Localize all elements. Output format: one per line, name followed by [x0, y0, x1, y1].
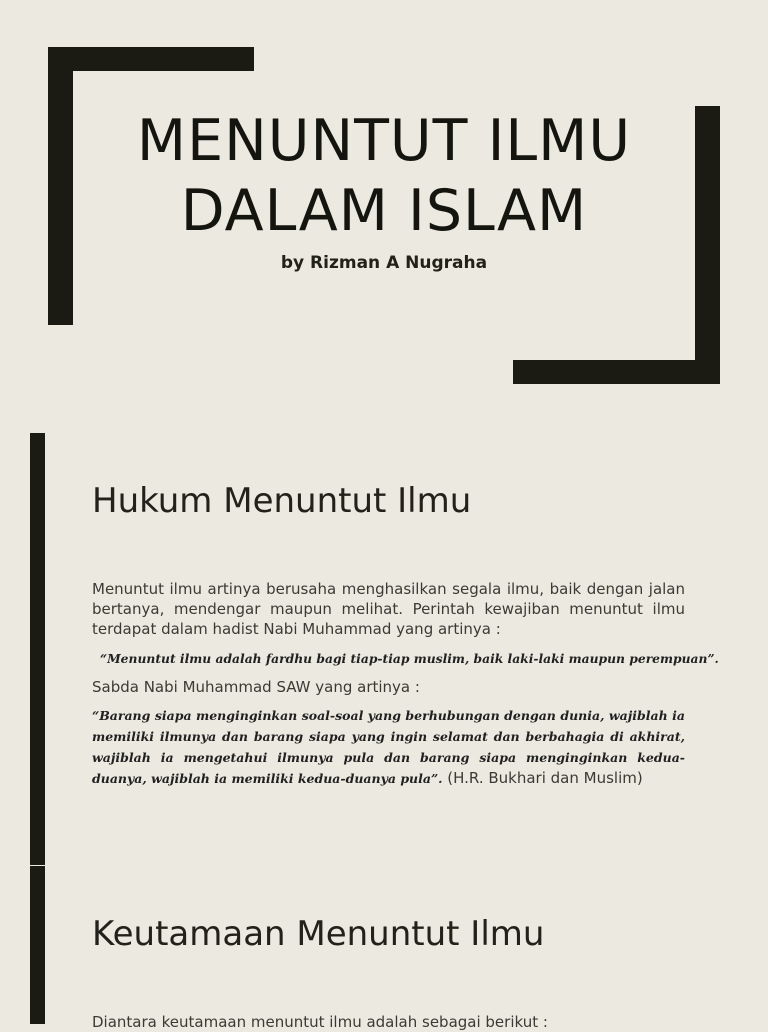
intro-paragraph: Menuntut ilmu artinya berusaha menghasilkan segala ilmu, baik dengan jalan bertanya, mendengar maupun melihat. Perintah kewajiban menuntut ilmu terdapat dalam hadist Nabi Muhammad yang artinya : — [92, 580, 685, 638]
left-accent-bar — [30, 866, 45, 1024]
sabda-label: Sabda Nabi Muhammad SAW yang artinya : — [92, 678, 420, 696]
left-accent-bar — [30, 433, 45, 865]
keutamaan-slide — [0, 866, 768, 1031]
frame-top-left-horizontal — [48, 47, 254, 71]
author-subtitle: by Rizman A Nugraha — [280, 253, 488, 273]
hadith-source: (H.R. Bukhari dan Muslim) — [442, 769, 643, 787]
intro-paragraph: Diantara keutamaan menuntut ilmu adalah sebagai berikut : — [92, 1013, 548, 1031]
title-line-1: MENUNTUT ILMU — [136, 108, 632, 174]
title-slide — [0, 0, 768, 410]
section-heading: Keutamaan Menuntut Ilmu — [92, 914, 545, 954]
hadith-quote-2: “Barang siapa menginginkan soal-soal yang berhubungan dengan dunia, wajiblah ia memiliki ilmunya dan barang siapa yang ingin selamat dan berbahagia di akhirat, wajiblah ia mengetahui ilmunya pula dan barang siapa menginginkan kedua-duanya, wajiblah ia memiliki kedua-duanya pula”. — [92, 708, 685, 786]
hukum-slide — [0, 433, 768, 865]
section-heading: Hukum Menuntut Ilmu — [92, 481, 472, 521]
hadith-quote-1: “Menuntut ilmu adalah fardhu bagi tiap-tiap muslim, baik laki-laki maupun perempuan”. — [100, 651, 719, 666]
title-line-2: DALAM ISLAM — [180, 178, 588, 244]
frame-bottom-right-horizontal — [513, 360, 720, 384]
presentation-title — [0, 106, 768, 246]
hadith-quote-2-paragraph — [92, 705, 685, 789]
